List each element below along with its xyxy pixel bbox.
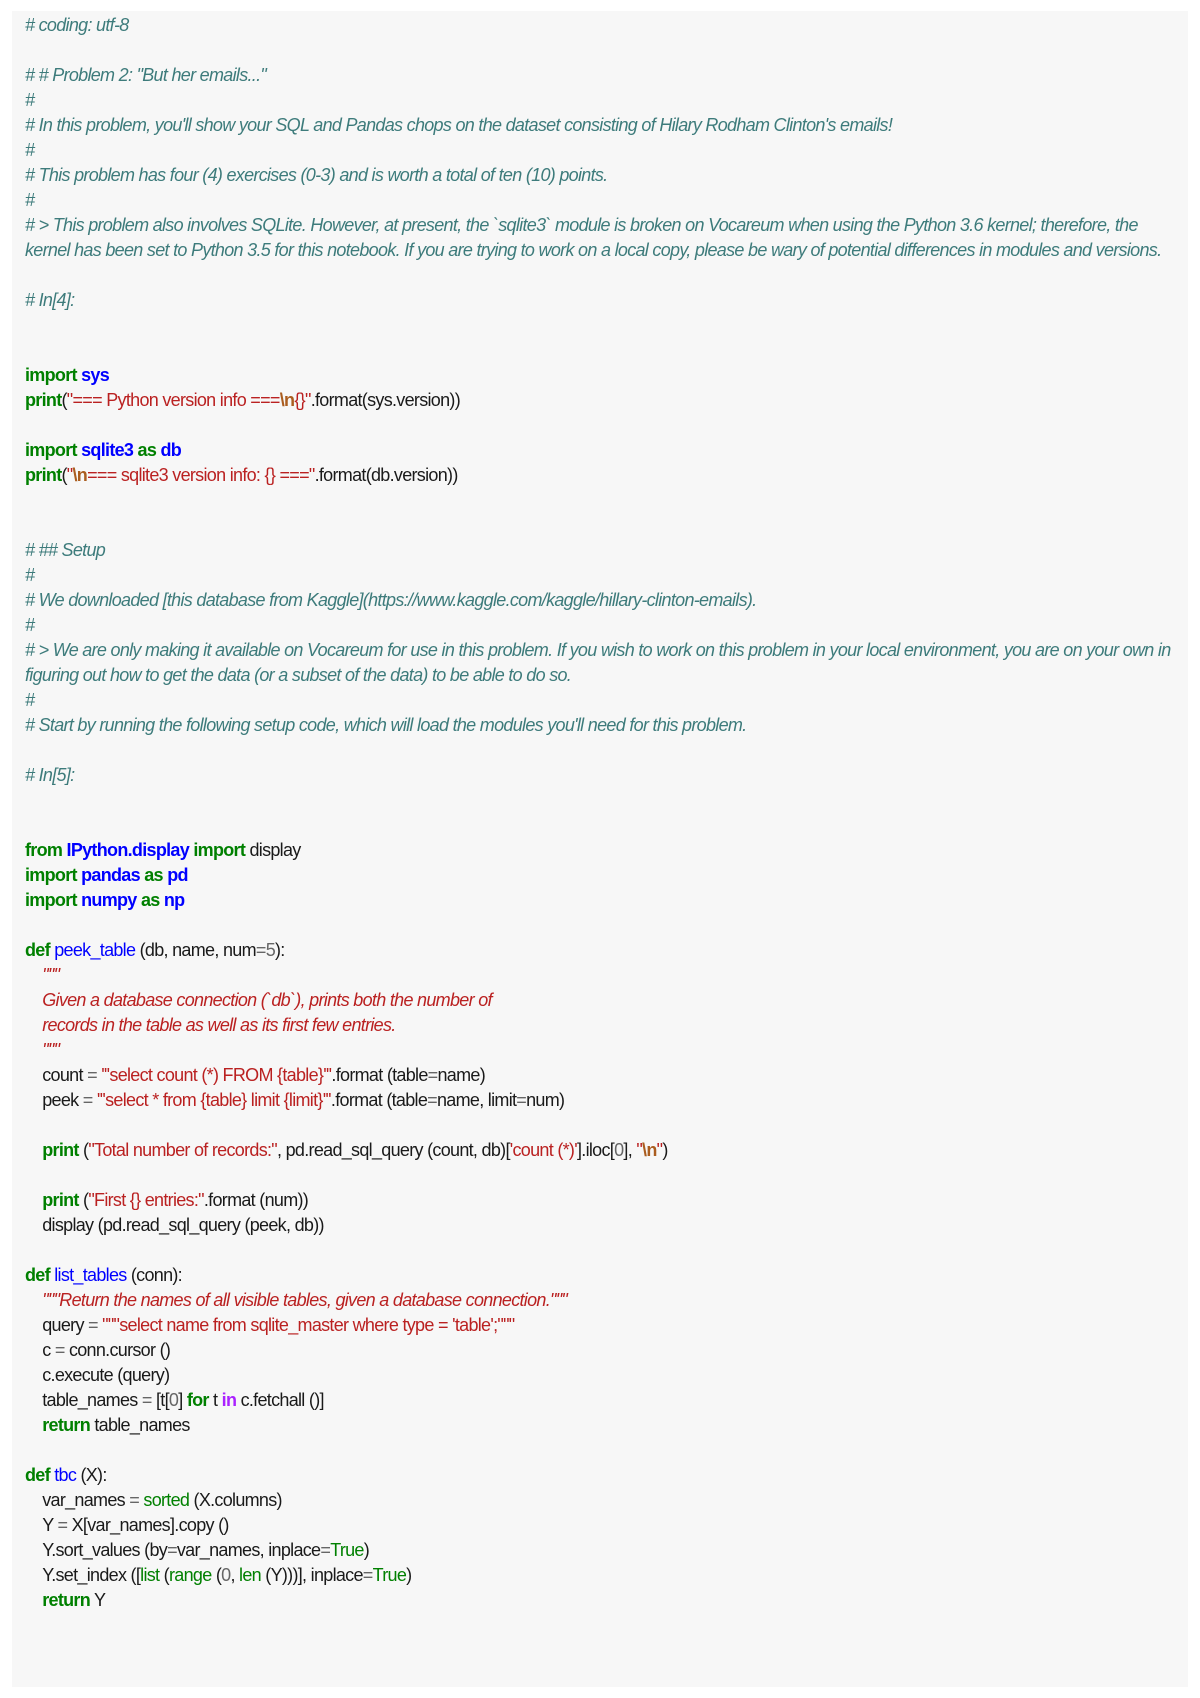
code-token: \n	[279, 390, 295, 410]
code-token: Y	[90, 1590, 106, 1610]
code-token: (	[211, 1565, 222, 1585]
code-token: return	[42, 1415, 91, 1435]
code-token: 'count (*)'	[509, 1140, 577, 1160]
code-token	[25, 965, 42, 985]
code-token: t	[208, 1390, 222, 1410]
code-line	[25, 638, 1175, 688]
code-token: [t[	[151, 1390, 169, 1410]
code-token: records in the table as well as its first few entries.	[42, 1015, 396, 1035]
code-token: =	[82, 1090, 93, 1110]
code-line	[25, 688, 1175, 713]
code-line	[25, 1038, 1175, 1063]
code-token: True	[372, 1565, 407, 1585]
code-token: Y.set_index ([	[25, 1565, 141, 1585]
code-token	[25, 1040, 42, 1060]
code-token: =	[427, 1090, 437, 1110]
code-token: c.execute (query)	[25, 1365, 170, 1385]
code-token: === sqlite3 version info: {} ==="	[87, 465, 315, 485]
code-token	[25, 1590, 42, 1610]
code-token: len	[239, 1565, 261, 1585]
code-line	[25, 888, 1175, 913]
code-token: =	[129, 1490, 140, 1510]
code-line	[25, 563, 1175, 588]
code-token: # # Problem 2: "But her emails..."	[25, 65, 267, 85]
code-line	[25, 1188, 1175, 1213]
code-line	[25, 1438, 1175, 1463]
code-token: .format (num))	[203, 1190, 309, 1210]
code-token: =	[141, 1390, 152, 1410]
code-token: "	[636, 1140, 643, 1160]
code-token: display	[245, 840, 301, 860]
code-token: =	[54, 1340, 65, 1360]
code-token: 5	[265, 940, 275, 960]
code-line	[25, 88, 1175, 113]
code-line	[25, 863, 1175, 888]
code-line	[25, 613, 1175, 638]
code-token: import	[25, 890, 77, 910]
code-token: # > We are only making it available on Vocareum for use in this problem. If you wish to work on this problem in your local environment, you are on your own in figuring out how to get the data (or a subset of the data) to be able to do so.	[25, 640, 1175, 685]
code-token: "	[66, 465, 73, 485]
code-token: "	[656, 1140, 663, 1160]
code-token: # In[5]:	[25, 765, 75, 785]
code-line	[25, 1463, 1175, 1488]
code-token: sys	[81, 365, 110, 385]
code-token: (conn):	[126, 1265, 182, 1285]
code-line	[25, 1088, 1175, 1113]
code-token: #	[25, 690, 35, 710]
code-token: ,	[230, 1565, 240, 1585]
code-token: #	[25, 90, 35, 110]
code-token: # In[4]:	[25, 290, 75, 310]
code-line	[25, 938, 1175, 963]
code-line	[25, 1313, 1175, 1338]
code-token: .format (table	[331, 1065, 428, 1085]
code-token: =	[57, 1515, 68, 1535]
code-token: def	[25, 1465, 50, 1485]
code-token: as	[140, 890, 160, 910]
code-token: sorted	[143, 1490, 190, 1510]
code-line	[25, 188, 1175, 213]
code-token: as	[137, 440, 157, 460]
code-line	[25, 588, 1175, 613]
code-token: ]	[178, 1390, 187, 1410]
code-token: tbc	[54, 1465, 77, 1485]
code-line	[25, 1063, 1175, 1088]
code-line	[25, 1488, 1175, 1513]
code-token: in	[221, 1390, 237, 1410]
code-token: (	[159, 1565, 169, 1585]
code-token	[25, 1415, 42, 1435]
code-token: # > This problem also involves SQLite. However, at present, the `sqlite3` module is broken on Vocareum when using the Python 3.6 kernel; therefore, the kernel has been set to Python 3.5 for this notebook. If you are trying to work on a local copy, please be wary of potential differences in modules and versions.	[25, 215, 1162, 260]
code-token: sqlite3	[81, 440, 134, 460]
code-token: # coding: utf-8	[25, 15, 129, 35]
code-token: # Start by running the following setup code, which will load the modules you'll need for this problem.	[25, 715, 747, 735]
python-source-listing	[25, 13, 1175, 1613]
code-line	[25, 1563, 1175, 1588]
code-token: True	[330, 1540, 364, 1560]
code-token: print	[25, 465, 62, 485]
code-line	[25, 463, 1175, 488]
code-token: # This problem has four (4) exercises (0-3) and is worth a total of ten (10) points.	[25, 165, 608, 185]
code-token: import	[25, 440, 77, 460]
code-token: '''select count (*) FROM {table}'''	[101, 1065, 332, 1085]
code-token: .format(sys.version))	[310, 390, 461, 410]
code-line	[25, 338, 1175, 363]
code-token: c	[25, 1340, 55, 1360]
code-line	[25, 963, 1175, 988]
code-token: )	[662, 1140, 668, 1160]
code-token: range	[168, 1565, 212, 1585]
code-line	[25, 1513, 1175, 1538]
code-line	[25, 813, 1175, 838]
code-token: """select name from sqlite_master where type = 'table';"""	[102, 1315, 515, 1335]
code-line	[25, 988, 1175, 1013]
code-token: =	[516, 1090, 527, 1110]
code-line	[25, 1113, 1175, 1138]
code-token: =	[320, 1540, 331, 1560]
code-line	[25, 138, 1175, 163]
code-line	[25, 538, 1175, 563]
code-token: =	[362, 1565, 373, 1585]
code-line	[25, 1338, 1175, 1363]
code-token: , pd.read_sql_query (count, db)[	[277, 1140, 510, 1160]
code-line	[25, 838, 1175, 863]
code-line	[25, 1288, 1175, 1313]
code-line	[25, 1163, 1175, 1188]
code-line	[25, 263, 1175, 288]
code-token: "First {} entries:"	[88, 1190, 204, 1210]
code-line	[25, 1588, 1175, 1613]
code-token: import	[25, 365, 77, 385]
code-line	[25, 388, 1175, 413]
code-token	[25, 1140, 42, 1160]
code-token: # ## Setup	[25, 540, 106, 560]
code-line	[25, 213, 1175, 263]
code-token: X[var_names].copy ()	[67, 1515, 229, 1535]
code-token: =	[167, 1540, 177, 1560]
code-token: IPython.display	[66, 840, 190, 860]
code-token: import	[25, 865, 77, 885]
code-token: num)	[526, 1090, 565, 1110]
code-line	[25, 1538, 1175, 1563]
code-token: for	[186, 1390, 209, 1410]
code-token: \n	[72, 465, 88, 485]
code-token	[25, 1290, 42, 1310]
code-token: #	[25, 615, 35, 635]
code-token: var_names, inplace	[176, 1540, 321, 1560]
code-token: Y.sort_values (by	[25, 1540, 168, 1560]
code-token: pd	[167, 865, 188, 885]
code-token: 0	[168, 1390, 179, 1410]
code-line	[25, 1138, 1175, 1163]
code-token: \n	[642, 1140, 657, 1160]
code-token: from	[25, 840, 63, 860]
code-line	[25, 438, 1175, 463]
code-token: # We downloaded [this database from Kaggle](https://www.kaggle.com/kaggle/hillary-clinton-emails).	[25, 590, 757, 610]
code-token: def	[25, 940, 50, 960]
code-line	[25, 1388, 1175, 1413]
code-line	[25, 13, 1175, 38]
code-line	[25, 1413, 1175, 1438]
code-token: =	[427, 1065, 438, 1085]
code-line	[25, 1213, 1175, 1238]
code-token: db	[160, 440, 182, 460]
code-token: name)	[437, 1065, 485, 1085]
code-token: display (pd.read_sql_query (peek, db))	[25, 1215, 324, 1235]
code-token: (db, name, num	[135, 940, 256, 960]
code-token: numpy	[81, 890, 137, 910]
code-token: 0	[614, 1140, 624, 1160]
code-line	[25, 63, 1175, 88]
code-token: peek_table	[54, 940, 136, 960]
code-token: Y	[25, 1515, 58, 1535]
code-line	[25, 313, 1175, 338]
code-token: '''select * from {table} limit {limit}'''	[96, 1090, 331, 1110]
code-token: peek	[25, 1090, 83, 1110]
code-token: )	[363, 1540, 370, 1560]
code-token: conn.cursor ()	[64, 1340, 171, 1360]
code-token: name, limit	[436, 1090, 517, 1110]
code-token: .format(db.version))	[314, 465, 458, 485]
code-token: =	[255, 940, 266, 960]
code-token: (X.columns)	[189, 1490, 282, 1510]
code-token: pandas	[81, 865, 140, 885]
code-token: =	[88, 1315, 98, 1335]
code-token: print	[25, 390, 62, 410]
code-token	[25, 990, 42, 1010]
code-token: (	[78, 1190, 89, 1210]
code-token: def	[25, 1265, 50, 1285]
code-token: print	[42, 1190, 79, 1210]
code-token: #	[25, 190, 35, 210]
code-token: Given a database connection (`db`), prints both the number of	[42, 990, 492, 1010]
code-line	[25, 1013, 1175, 1038]
code-token: ].iloc[	[576, 1140, 615, 1160]
code-token: =	[87, 1065, 97, 1085]
code-token: .format (table	[330, 1090, 428, 1110]
code-line	[25, 363, 1175, 388]
code-token: #	[25, 140, 35, 160]
code-token: query	[25, 1315, 89, 1335]
code-token: """	[42, 965, 60, 985]
code-line	[25, 1363, 1175, 1388]
code-line	[25, 788, 1175, 813]
code-token: (	[61, 390, 67, 410]
code-page	[12, 11, 1188, 1687]
code-token: (	[61, 465, 67, 485]
code-line	[25, 163, 1175, 188]
code-line	[25, 288, 1175, 313]
code-line	[25, 738, 1175, 763]
code-token: list_tables	[54, 1265, 127, 1285]
code-token: table_names	[25, 1390, 142, 1410]
code-token: list	[140, 1565, 160, 1585]
code-token: return	[42, 1590, 91, 1610]
code-token: count	[25, 1065, 88, 1085]
code-token: (	[78, 1140, 89, 1160]
code-token: # In this problem, you'll show your SQL and Pandas chops on the dataset consisting of Hilary Rodham Clinton's emails!	[25, 115, 893, 135]
code-line	[25, 913, 1175, 938]
code-line	[25, 513, 1175, 538]
code-line	[25, 1238, 1175, 1263]
code-token: print	[42, 1140, 79, 1160]
code-token: #	[25, 565, 35, 585]
code-line	[25, 763, 1175, 788]
code-token: var_names	[25, 1490, 130, 1510]
code-line	[25, 713, 1175, 738]
code-token: (Y)))], inplace	[260, 1565, 363, 1585]
code-token: {}"	[294, 390, 311, 410]
code-token: c.fetchall ()]	[236, 1390, 324, 1410]
code-line	[25, 1263, 1175, 1288]
code-line	[25, 413, 1175, 438]
code-line	[25, 488, 1175, 513]
code-token: ],	[623, 1140, 637, 1160]
code-token: (X):	[76, 1465, 107, 1485]
code-token: np	[163, 890, 185, 910]
code-token: table_names	[90, 1415, 190, 1435]
code-token: import	[193, 840, 246, 860]
code-token: "Total number of records:"	[88, 1140, 277, 1160]
code-token	[25, 1015, 42, 1035]
code-token: """Return the names of all visible tables, given a database connection."""	[42, 1290, 568, 1310]
code-line	[25, 38, 1175, 63]
code-line	[25, 113, 1175, 138]
code-token: """	[42, 1040, 60, 1060]
code-token	[25, 1190, 42, 1210]
code-token: ):	[275, 940, 285, 960]
code-token: )	[406, 1565, 412, 1585]
code-token: 0	[221, 1565, 231, 1585]
code-token: "=== Python version info ===	[66, 390, 280, 410]
code-token: as	[144, 865, 163, 885]
